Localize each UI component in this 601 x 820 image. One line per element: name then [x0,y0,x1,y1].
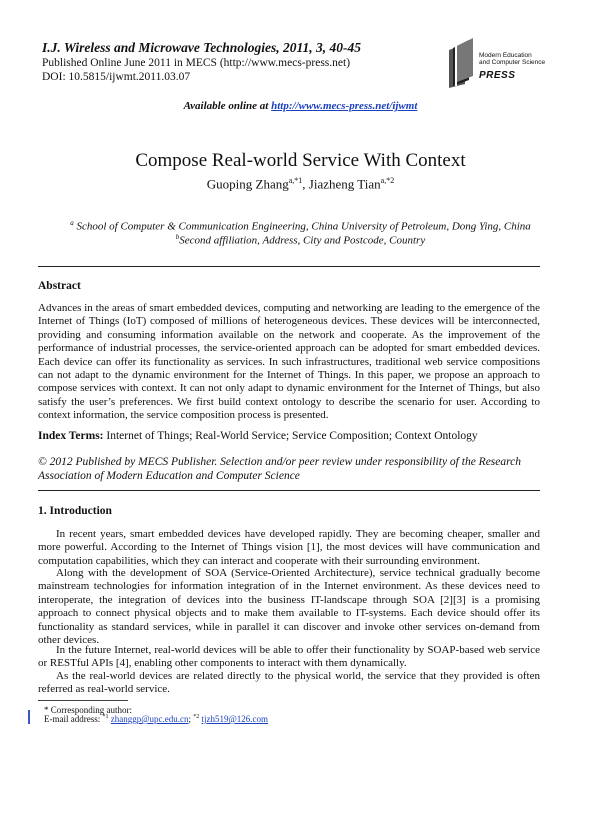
paper-title: Compose Real-world Service With Context [135,150,466,171]
publication-info: Published Online June 2011 in MECS (http://www.mecs-press.net) [42,57,351,69]
footnote-rule [38,700,128,701]
journal-citation: I.J. Wireless and Microwave Technologies, 2011, 3, 40-45 [42,40,362,55]
copyright-notice: © 2012 Published by MECS Publisher. Selection and/or peer review under responsibility of the Research Association of Modern Education and Computer Science [38,456,522,482]
footnote-emails: E-mail address: $^{*1}$ zhanggp@upc.edu.cn; $^{*2}$ tjzh519@126.com [44,714,269,724]
available-online: Available online at http://www.mecs-press.net/ijwmt [183,100,418,112]
footnote-corresponding: * Corresponding author: [44,705,132,715]
mecs-press-logo [443,36,563,92]
logo-press: PRESS [479,70,516,81]
intro-paragraph: Along with the development of SOA (Service-Oriented Architecture), service technical gradually become mainstream technologies for information integration of in the Internet environment. As these devices need to interoperate, the integration of devices into the business IT-landscape through SOA [2][3] is a promising approach to connect physical objects and to make them available to IT-systems. Each device should offer its functionality as standard services, while in parallel it can discover and invoke other services on-demand from other devices. [38,567,540,647]
divider [38,490,540,491]
email-link[interactable]: zhanggp@upc.edu.cn [110,714,189,724]
doi: DOI: 10.5815/ijwmt.2011.03.07 [42,71,191,83]
email-link[interactable]: tjzh519@126.com [201,714,269,724]
intro-paragraph: In the future Internet, real-world devices will be able to offer their functionality by SOAP-based web service or RESTful APIs [4], enabling other components to interact with them dynamically. [38,644,540,670]
change-bar [28,710,30,724]
intro-paragraph: As the real-world devices are related directly to the physical world, the service that they provided is often referred as real-world service. [38,670,540,696]
section-heading: 1. Introduction [38,505,112,517]
logo-text: Modern Education and Computer Science [479,52,546,66]
authors: Guoping Zhang$^{a,*1}$, Jiazheng Tian$^{a,*2}$ [206,176,395,192]
journal-link[interactable]: http://www.mecs-press.net/ijwmt [271,100,418,112]
affiliation-b: $^b$Second affiliation, Address, City and Postcode, Country [175,233,426,247]
divider [38,266,540,267]
abstract-heading: Abstract [38,280,81,292]
abstract-body: Advances in the areas of smart embedded devices, computing and networking are leading to the emergence of the Internet of Things (IoT) composed of millions of heterogeneous devices. These devices will be interconnected, providing and consuming information available on the network and cooperate. As the improvement of the performance of industrial processes, the service-oriented approach can be adopted for smart embedded devices. Each device can offer its functionality as services. In such infrastructures, traditional web service compositions can not adapt to the dynamic environment for the Internet of Things. In this paper, we propose an approach to compose services with context. It can not only adapt to dynamic environment for the Internet of Things, but also satisfy the user’s preferences. We first build context ontology to describe the scenario for user. According to context information, the service composition process is presented. [38,302,540,422]
affiliation-a: $^a$ School of Computer & Communication Engineering, China University of Petroleum, Dong Ying, China [70,219,531,233]
intro-paragraph: In recent years, smart embedded devices have developed rapidly. They are becoming cheaper, smaller and more powerful. According to the Internet of Things vision [1], the most devices will have communication and computation capabilities, which they can interact and cooperate with their surrounding environment. [38,528,540,567]
index-terms: Index Terms: Internet of Things; Real-World Service; Service Composition; Context Ontology [38,430,478,442]
